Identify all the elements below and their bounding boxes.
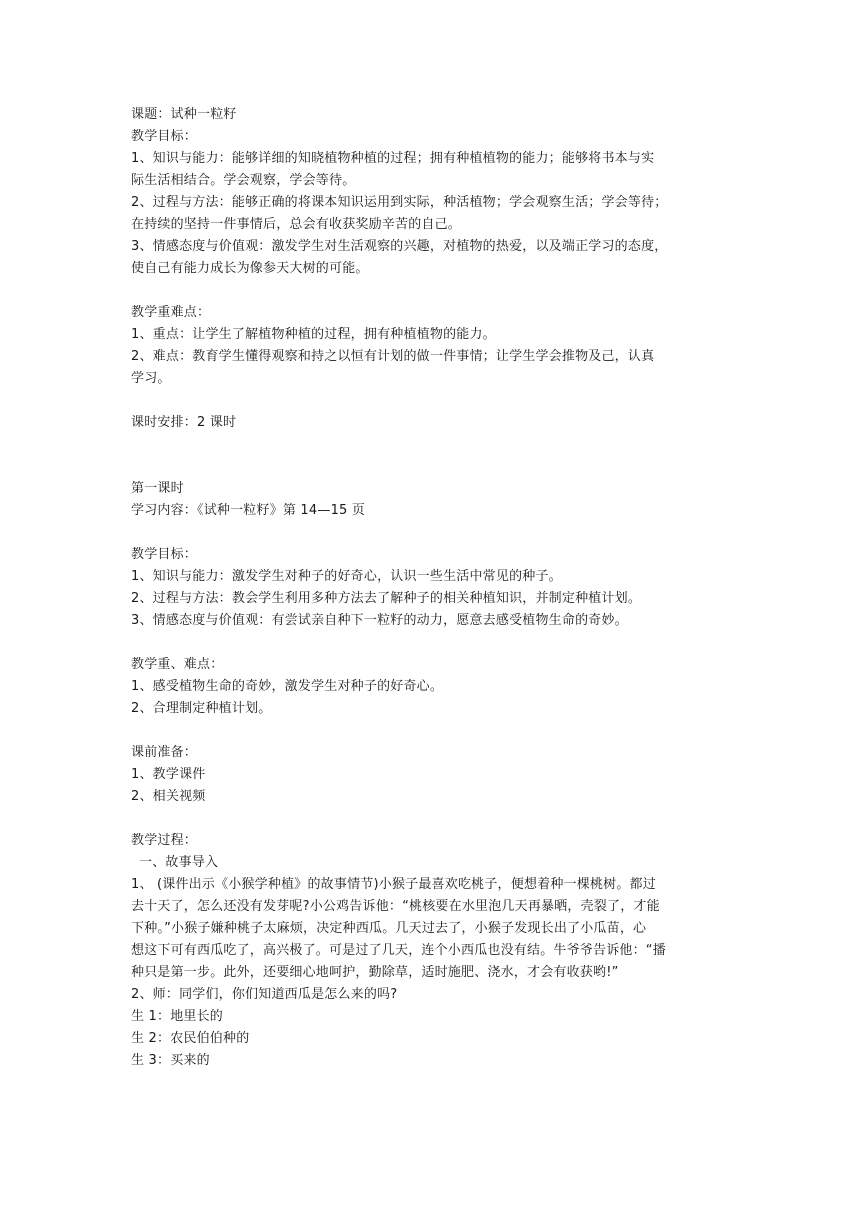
lesson1-objective-line: 1、知识与能力：激发学生对种子的好奇心，认识一些生活中常见的种子。 <box>131 569 562 584</box>
process-line: 下种。”小猴子嫌种桃子太麻烦，决定种西瓜。几天过去了，小猴子发现长出了小瓜苗，心 <box>131 921 647 936</box>
lesson1-objectives-heading: 教学目标： <box>131 547 198 562</box>
keypoint-line: 学习。 <box>131 371 171 386</box>
objectives-heading: 教学目标： <box>131 129 198 144</box>
prep-item: 2、相关视频 <box>131 789 206 804</box>
schedule-line: 课时安排：2 课时 <box>131 415 237 430</box>
objective-line: 在持续的坚持一件事情后，总会有收获奖励辛苦的自己。 <box>131 217 462 232</box>
lesson1-objective-line: 2、过程与方法：教会学生利用多种方法去了解种子的相关种植知识，并制定种植计划。 <box>131 591 642 606</box>
lesson1-objective-line: 3、情感态度与价值观：有尝试亲自种下一粒籽的动力，愿意去感受植物生命的奇妙。 <box>131 613 628 628</box>
process-line: 去十天了，怎么还没有发芽呢?小公鸡告诉他：“桃核要在水里泡几天再暴晒，壳裂了，才能 <box>131 899 660 914</box>
keypoint-line: 1、重点：让学生了解植物种植的过程，拥有种植植物的能力。 <box>131 327 496 342</box>
prep-item: 1、教学课件 <box>131 767 206 782</box>
document-body <box>131 104 731 1072</box>
objective-line: 使自己有能力成长为像参天大树的可能。 <box>131 261 369 276</box>
objective-line: 3、情感态度与价值观：激发学生对生活观察的兴趣，对植物的热爱，以及端正学习的态度， <box>131 239 668 254</box>
process-line: 生 3：买来的 <box>131 1053 210 1068</box>
objective-line: 2、过程与方法：能够正确的将课本知识运用到实际，种活植物；学会观察生活；学会等待； <box>131 195 668 210</box>
lesson1-keypoint-line: 2、合理制定种植计划。 <box>131 701 272 716</box>
lesson1-content: 学习内容：《试种一粒籽》第 14—15 页 <box>131 503 366 518</box>
lesson1-keypoints-heading: 教学重、难点： <box>131 657 224 672</box>
lesson1-keypoint-line: 1、感受植物生命的奇妙，激发学生对种子的好奇心。 <box>131 679 444 694</box>
keypoints-heading: 教学重难点： <box>131 305 211 320</box>
process-line: 生 1：地里长的 <box>131 1009 224 1024</box>
objective-line: 际生活相结合。学会观察，学会等待。 <box>131 173 356 188</box>
process-line: 生 2：农民伯伯种的 <box>131 1031 250 1046</box>
process-line: 1、 (课件出示《小猴学种植》的故事情节)小猴子最喜欢吃桃子，便想着种一棵桃树。都过 <box>131 877 656 892</box>
process-line: 2、师：同学们，你们知道西瓜是怎么来的吗? <box>131 987 398 1002</box>
objective-line: 1、知识与能力：能够详细的知晓植物种植的过程；拥有种植植物的能力；能够将书本与实 <box>131 151 655 166</box>
prep-heading: 课前准备： <box>131 745 198 760</box>
process-heading: 教学过程： <box>131 833 198 848</box>
process-line: 种只是第一步。此外，还要细心地呵护，勤除草，适时施肥、浇水，才会有收获哟!” <box>131 965 619 980</box>
lesson1-heading: 第一课时 <box>131 481 184 496</box>
keypoint-line: 2、难点：教育学生懂得观察和持之以恒有计划的做一件事情；让学生学会推物及己，认真 <box>131 349 655 364</box>
lesson-title: 课题：试种一粒籽 <box>131 107 237 122</box>
process-line: 想这下可有西瓜吃了，高兴极了。可是过了几天，连个小西瓜也没有结。牛爷爷告诉他：“播 <box>131 943 666 958</box>
process-section-title: 一、故事导入 <box>139 855 219 870</box>
